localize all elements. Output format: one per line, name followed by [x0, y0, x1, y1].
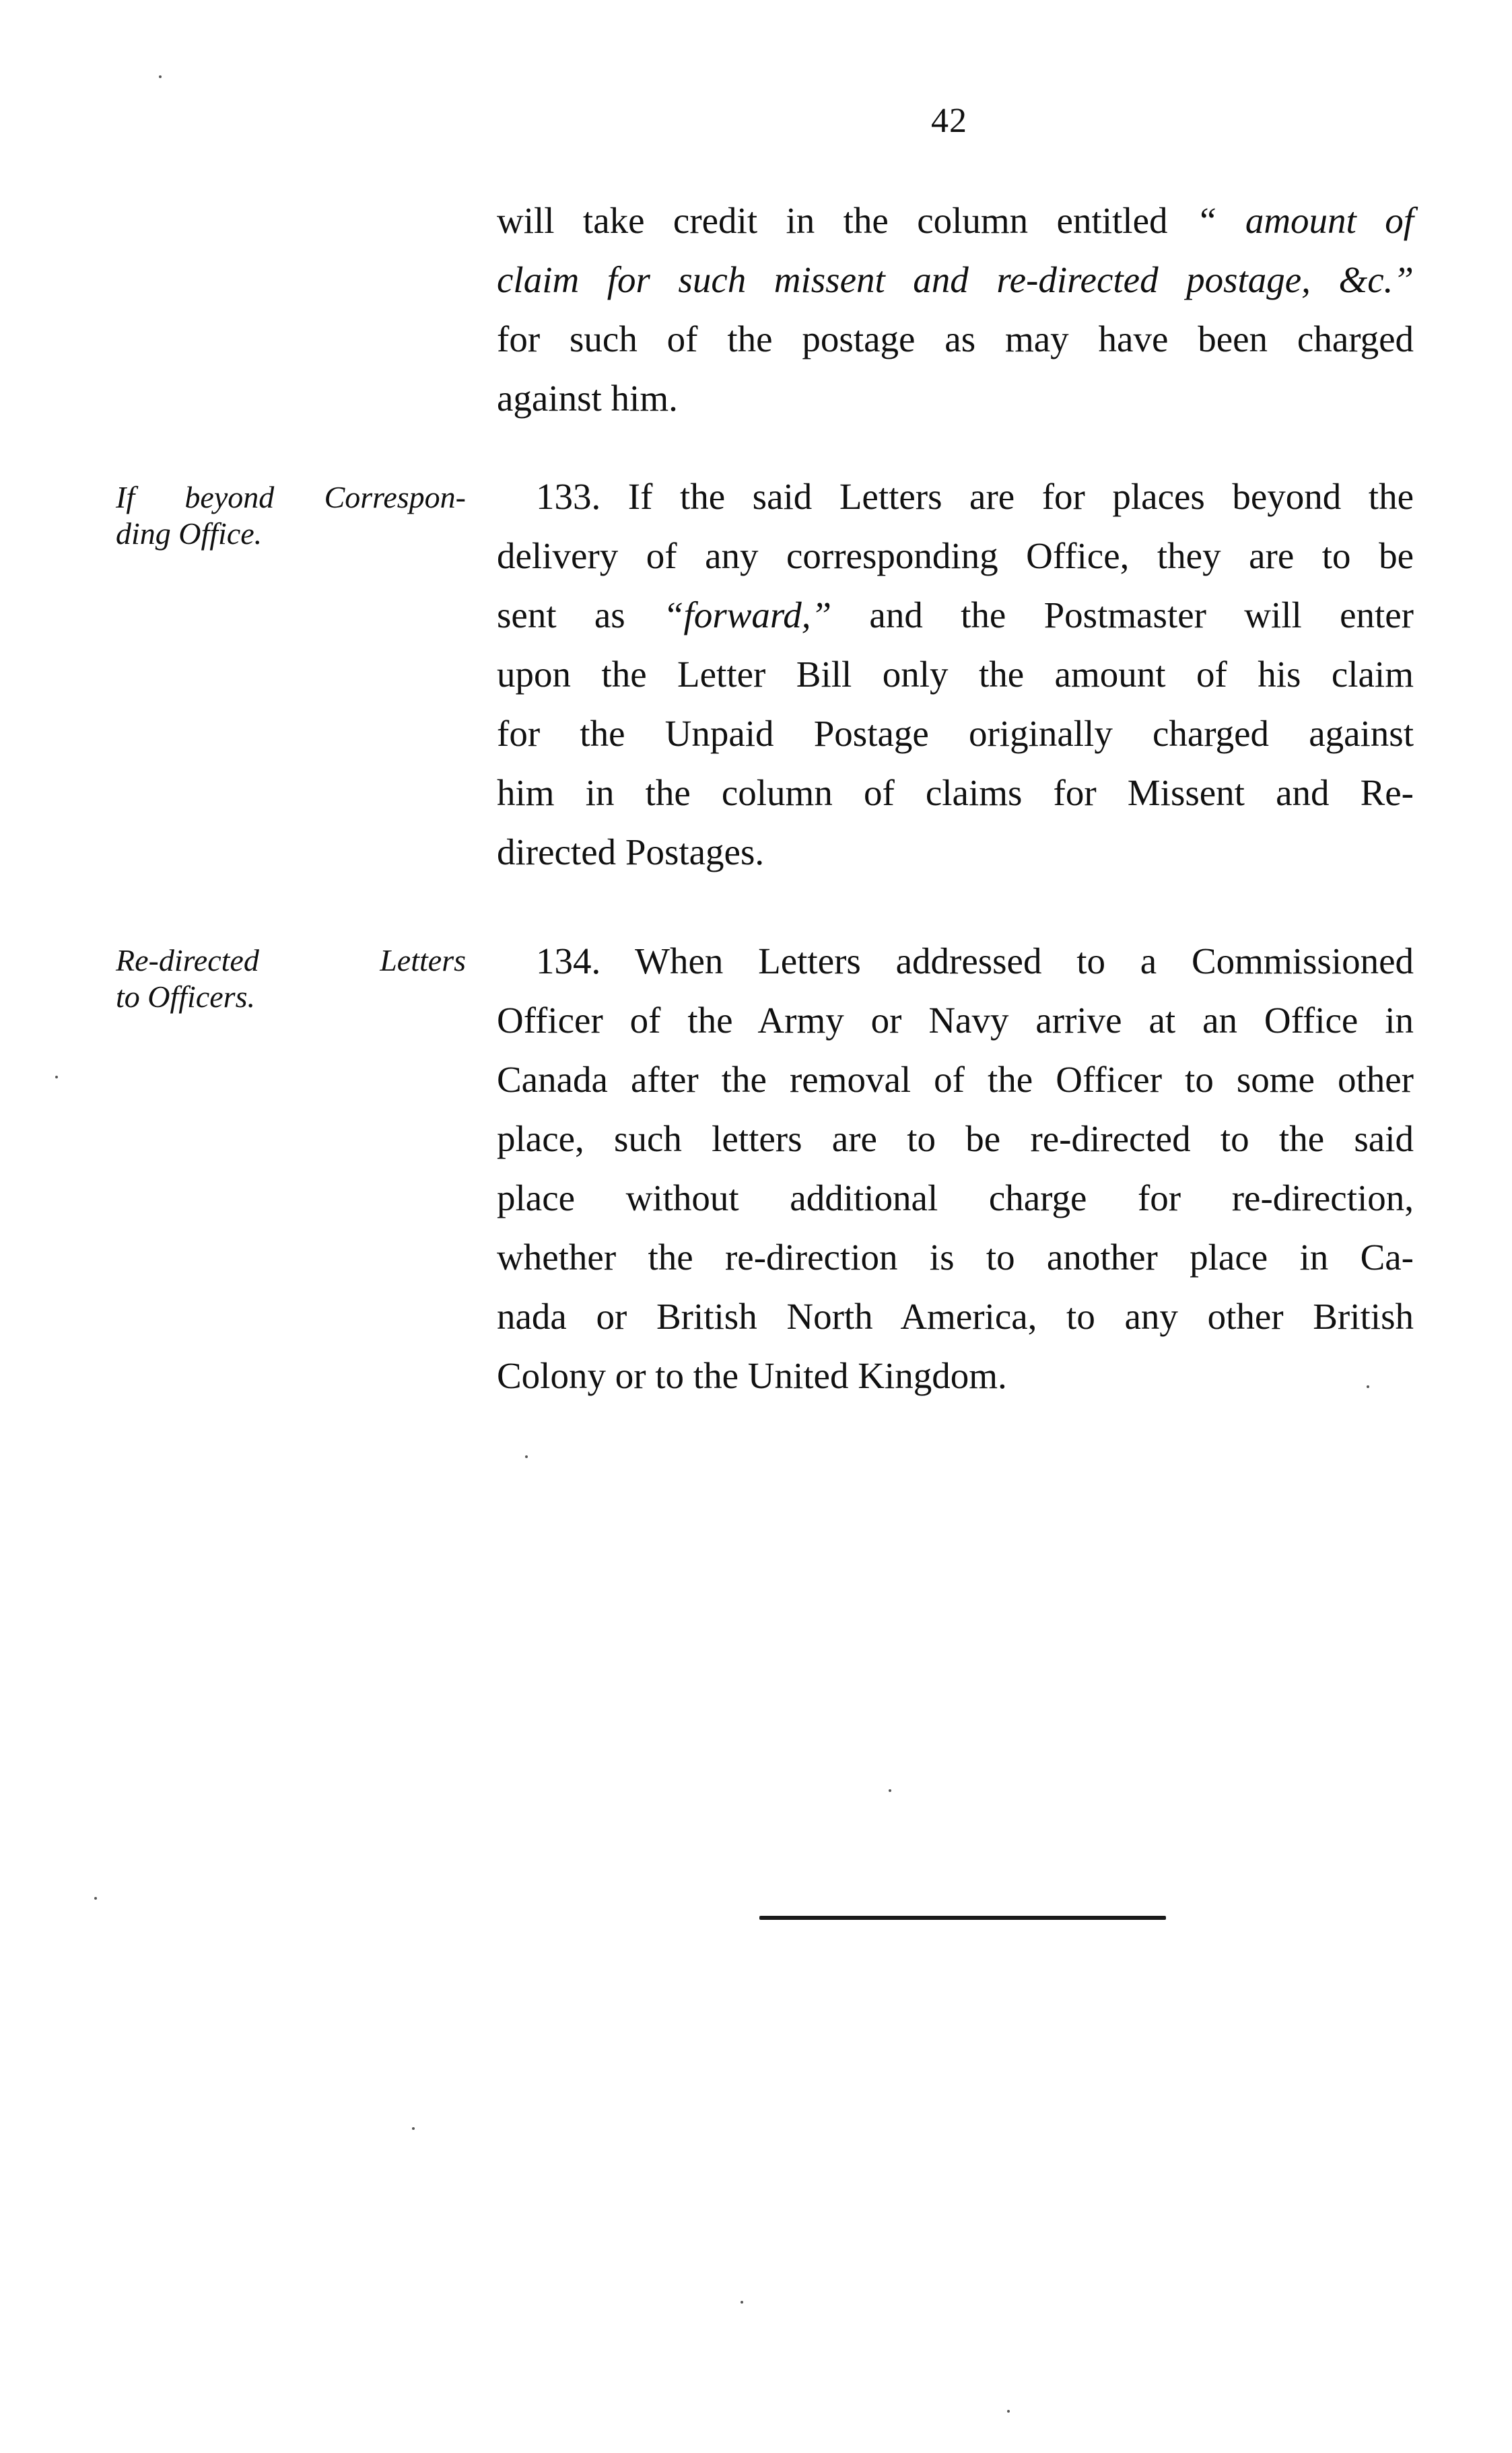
paper-speckle: [741, 2301, 743, 2304]
text-run: directed Postages.: [497, 831, 765, 872]
text-run: against him.: [497, 378, 678, 419]
text-line: [497, 1169, 1414, 1228]
paper-speckle: [525, 1455, 528, 1458]
italic-text: claim for such missent and re-directed postage, &c.”: [497, 259, 1414, 300]
italic-text: “ amount of: [1196, 200, 1414, 241]
text-run: delivery of any corresponding Office, they are to be: [497, 535, 1414, 576]
paragraph-133: [497, 467, 1414, 882]
text-line: [497, 250, 1414, 310]
text-line: [497, 932, 1414, 991]
text-line: [497, 310, 1414, 369]
paper-speckle: [1007, 2410, 1010, 2413]
text-line: [497, 763, 1414, 823]
text-line: [497, 191, 1414, 250]
text-line: [497, 991, 1414, 1050]
text-run: whether the re-direction is to another place in Ca-: [497, 1237, 1414, 1278]
side-note-beyond-corresponding-office: [116, 479, 466, 552]
text-line: [497, 704, 1414, 763]
page-number: 42: [931, 102, 967, 140]
paper-speckle: [889, 1789, 891, 1792]
text-line: [497, 1287, 1414, 1346]
text-run: will take credit in the column entitled: [497, 200, 1196, 241]
closing-rule: [759, 1916, 1166, 1920]
text-run: 133. If the said Letters are for places beyond the: [536, 476, 1414, 517]
text-line: [497, 645, 1414, 704]
text-line: [497, 1050, 1414, 1109]
text-line: [497, 586, 1414, 645]
text-run: Colony or to the United Kingdom.: [497, 1355, 1007, 1396]
paper-speckle: [412, 2127, 415, 2130]
text-line: [497, 467, 1414, 526]
text-run: and the Postmaster will enter: [831, 594, 1414, 635]
paper-speckle: [1367, 1385, 1369, 1388]
text-run: upon the Letter Bill only the amount of his claim: [497, 654, 1414, 695]
text-run: place, such letters are to be re-directed to the said: [497, 1118, 1414, 1159]
text-line: [497, 1228, 1414, 1287]
text-run: Canada after the removal of the Officer to some other: [497, 1059, 1414, 1100]
paper-speckle: [94, 1897, 97, 1900]
italic-text: “forward,”: [662, 594, 832, 635]
text-run: for the Unpaid Postage originally charged against: [497, 713, 1414, 754]
paper-speckle: [159, 75, 162, 78]
paper-speckle: [55, 1076, 58, 1078]
text-run: 134. When Letters addressed to a Commissioned: [536, 940, 1414, 981]
paragraph-134: [497, 932, 1414, 1406]
text-run: sent as: [497, 594, 663, 635]
text-run: nada or British North America, to any other British: [497, 1296, 1414, 1337]
text-line: [497, 526, 1414, 586]
text-run: Officer of the Army or Navy arrive at an Office in: [497, 1000, 1414, 1041]
text-run: him in the column of claims for Missent and Re-: [497, 772, 1414, 813]
continuation-paragraph: [497, 191, 1414, 428]
text-run: place without additional charge for re-direction,: [497, 1177, 1414, 1218]
text-run: for such of the postage as may have been charged: [497, 318, 1414, 359]
side-note-line: If beyond Correspon-: [116, 480, 466, 514]
side-note-line: to Officers.: [116, 979, 255, 1014]
text-line: [497, 823, 1414, 882]
text-line: [497, 1109, 1414, 1169]
side-note-line: Re-directed Letters: [116, 943, 466, 977]
text-line: [497, 369, 1414, 428]
text-line: [497, 1346, 1414, 1406]
side-note-line: ding Office.: [116, 516, 263, 551]
side-note-redirected-letters-to-officers: [116, 942, 466, 1015]
